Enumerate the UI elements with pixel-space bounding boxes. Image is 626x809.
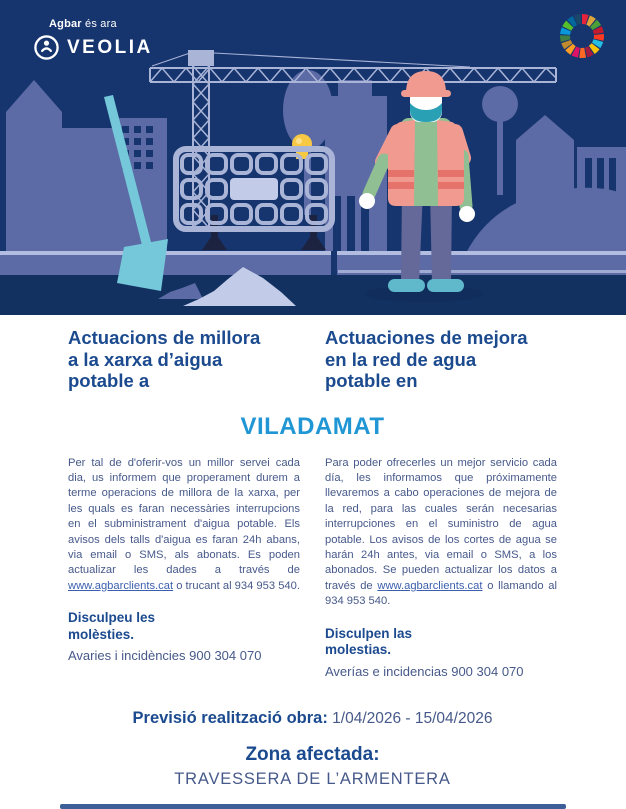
brand-tagline-bold: Agbar bbox=[49, 18, 82, 30]
agbarclients-link[interactable]: www.agbarclients.cat bbox=[377, 579, 483, 592]
apology-catalan: Disculpeu les molèsties. bbox=[68, 610, 156, 642]
title-spanish: Actuaciones de mejora en la red de agua potable en bbox=[325, 327, 528, 391]
brand-tagline-rest: és ara bbox=[81, 18, 117, 30]
sdg-wheel-icon bbox=[558, 12, 606, 60]
veolia-logo-icon bbox=[33, 34, 60, 61]
title-catalan: Actuacions de millora a la xarxa d’aigua potable a bbox=[68, 327, 261, 391]
road-edge bbox=[0, 251, 626, 255]
schedule-label: Previsió realització obra: bbox=[132, 708, 328, 727]
brand-logo bbox=[33, 18, 153, 61]
zone-value: TRAVESSERA DE L’ARMENTERA bbox=[174, 769, 451, 788]
incidents-phone-catalan: Avaries i incidències 900 304 070 bbox=[68, 648, 262, 664]
body-paragraph-catalan: Per tal de d'oferir-vos un millor servei cada dia, us informem que properament durem a terme operacions de millora de la xarxa, per les quals es faran necessàries interrupcions en el subministrament d'aigua potable. Els avisos dels talls d'aigua es faran 24h abans, via email o SMS, als abonats. Es poden actualizar les dades a través de www.agbarclients.cat o trucant al 934 953 540. bbox=[68, 456, 300, 592]
brand-name: VEOLIA bbox=[67, 36, 153, 58]
zone-label: Zona afectada: bbox=[245, 743, 380, 765]
body-paragraph-spanish: Para poder ofrecerles un mejor servicio cada día, les informamos que próximamente llevaremos a cabo operaciones de mejora de la red, para las cuales serán necesarias interrupciones en el suministro de agua potable. Los avisos de los cortes de agua se harán 24h antes, via email o SMS, a los abonados. Se pueden actualizar los datos a través de www.agbarclients.cat o llamando al 934 953 540. bbox=[325, 456, 557, 608]
agbarclients-link[interactable]: www.agbarclients.cat bbox=[68, 579, 174, 592]
city-name: VILADAMAT bbox=[240, 412, 385, 440]
schedule-dates: 1/04/2026 - 15/04/2026 bbox=[332, 709, 493, 727]
apology-spanish: Disculpen las molestias. bbox=[325, 625, 413, 658]
footer-accent-bar bbox=[60, 804, 566, 809]
incidents-phone-spanish: Averías e incidencias 900 304 070 bbox=[325, 663, 524, 679]
hero-illustration bbox=[0, 0, 626, 315]
column-catalan bbox=[68, 441, 300, 679]
ground bbox=[0, 275, 626, 315]
schedule-line bbox=[68, 709, 557, 728]
column-spanish bbox=[325, 441, 557, 679]
notice-content bbox=[0, 315, 626, 789]
brand-tagline bbox=[49, 18, 153, 30]
